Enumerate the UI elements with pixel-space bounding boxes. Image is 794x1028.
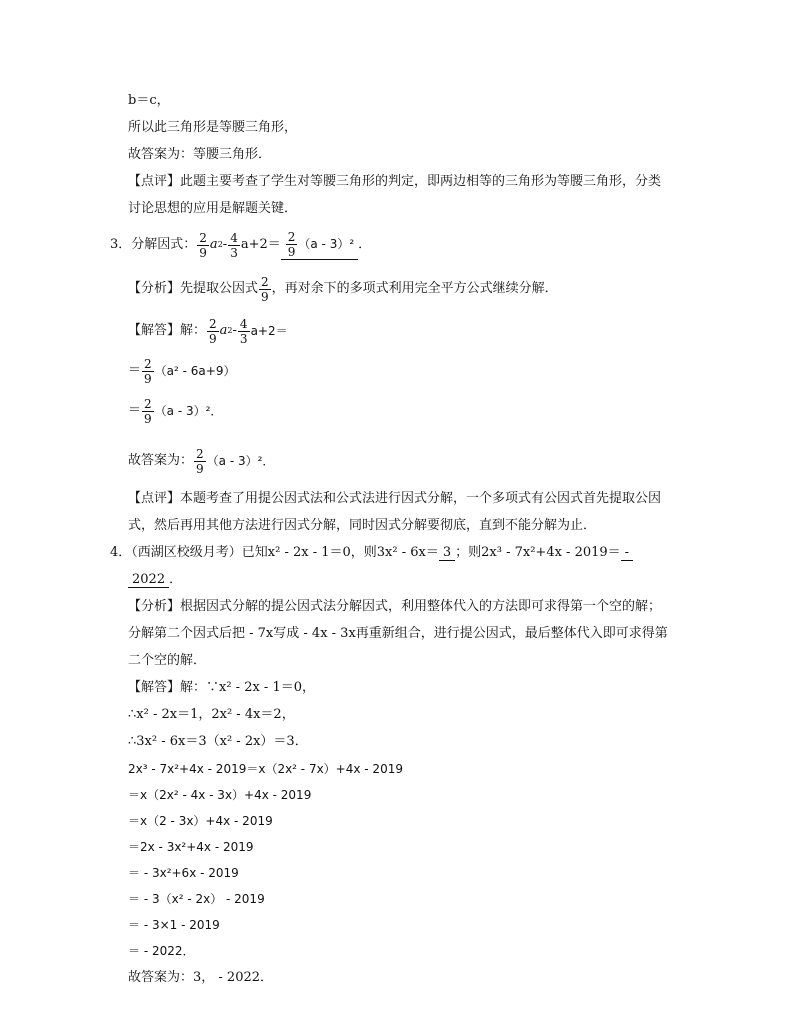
numerator: 4 xyxy=(239,316,248,331)
fraction-4-3 xyxy=(238,317,250,346)
text-span: ＝ - 3×1 - 2019 xyxy=(128,918,220,932)
text-span: ，再对余下的多项式利用完全平方公式继续分解． xyxy=(271,281,558,296)
text-span: ∴3x² - 6x＝3（x² - 2x）＝3． xyxy=(128,734,308,749)
text-span: 所以此三角形是等腰三角形， xyxy=(128,120,298,135)
text-span: ＝ - 3x²+6x - 2019 xyxy=(128,866,239,880)
solution-step xyxy=(128,812,273,830)
answer-blank: 3 xyxy=(439,545,455,561)
text-span: 故答案为： xyxy=(128,453,194,468)
text-span: ；则2x³ - 7x²+4x - 2019＝ xyxy=(455,545,621,560)
comment-line xyxy=(128,200,297,218)
solution-step xyxy=(128,942,195,960)
numerator: 2 xyxy=(144,356,152,371)
solution-step xyxy=(128,679,315,697)
text-span: 讨论思想的应用是解题关键． xyxy=(128,201,298,216)
fraction-4-3 xyxy=(228,231,240,260)
text-span: 4．（西湖区校级月考）已知x² - 2x - 1＝0，则3x² - 6x＝ xyxy=(110,545,439,560)
text-span: 故答案为：3， - 2022． xyxy=(128,970,274,985)
answer-blank: - xyxy=(621,545,633,561)
numerator: 2 xyxy=(287,230,296,244)
analysis-line xyxy=(128,652,206,670)
fraction-2-9 xyxy=(142,357,154,386)
fraction-2-9 xyxy=(197,231,209,260)
numerator: 2 xyxy=(261,274,269,289)
numerator: 4 xyxy=(230,230,238,245)
text-line xyxy=(128,119,297,137)
solution-step xyxy=(128,916,220,934)
text-span: 【点评】本题考查了用提公因式法和公式法进行因式分解，一个多项式有公因式首先提取公因 xyxy=(128,491,662,506)
denominator: 3 xyxy=(230,245,238,260)
solution-step xyxy=(128,838,254,856)
text-span: 分解第二个因式后把 - 7x写成 - 4x - 3x再重新组合，进行提公因式，最后整体代入即可求得第 xyxy=(128,626,668,641)
text-span: 【解答】解：∵x² - 2x - 1＝0， xyxy=(128,680,316,695)
fraction-2-9 xyxy=(286,230,298,259)
text-span: b＝c， xyxy=(128,93,170,108)
denominator: 9 xyxy=(209,331,217,346)
text-span: ∴x² - 2x＝1，2x² - 4x＝2， xyxy=(128,707,295,722)
text-span: ． xyxy=(169,572,183,587)
answer-line xyxy=(128,446,274,476)
text-span: 故答案为：等腰三角形． xyxy=(128,147,272,162)
text-span: ＝2x - 3x²+4x - 2019 xyxy=(128,840,254,854)
var-a: a xyxy=(209,237,218,252)
fraction-2-9 xyxy=(259,275,271,304)
answer-blank: 2022 xyxy=(128,572,169,588)
numerator: 2 xyxy=(209,316,217,331)
text-span: a+2＝ xyxy=(250,324,288,338)
problem-4-continuation xyxy=(128,571,182,589)
text-line xyxy=(128,92,170,110)
numerator: 2 xyxy=(196,446,204,461)
text-span: 【点评】此题主要考查了学生对等腰三角形的判定，即两边相等的三角形为等腰三角形，分类 xyxy=(128,174,662,189)
text-span: 二个空的解． xyxy=(128,653,207,668)
problem-number: 3．分解因式： xyxy=(110,237,197,252)
var-a: a xyxy=(219,323,228,338)
text-span: 式，然后再用其他方法进行因式分解，同时因式分解要彻底，直到不能分解为止． xyxy=(128,518,597,533)
text-line xyxy=(128,146,271,164)
comment-line xyxy=(128,490,661,508)
fraction-2-9 xyxy=(207,317,219,346)
text-span: ＝ xyxy=(128,403,142,418)
solution-step xyxy=(128,396,222,426)
text-span: a+2＝ xyxy=(240,237,281,252)
solution-line: 【解答】解： $\frac{2}{9}$ a 2 - $\frac{4}{3}$ a+2＝ xyxy=(128,316,288,346)
problem-3-statement: 3．分解因式： $\frac{2}{9}$ a 2 - $\frac{4}{3}$ a+2＝ $\frac{2}{9}$ （a - 3）² ． xyxy=(110,230,372,260)
denominator: 9 xyxy=(199,245,207,260)
text-span: ＝ - 3（x² - 2x） - 2019 xyxy=(128,892,265,906)
text-span: ＝x（2 - 3x）+4x - 2019 xyxy=(128,814,273,828)
text-span: - xyxy=(232,323,237,338)
denominator: 9 xyxy=(287,245,296,259)
solution-step xyxy=(128,786,311,804)
analysis-line xyxy=(128,625,668,643)
denominator: 9 xyxy=(144,411,152,426)
fraction-2-9 xyxy=(194,447,206,476)
numerator: 2 xyxy=(199,230,207,245)
text-span: （a - 3）²． xyxy=(206,454,275,468)
fraction-2-9 xyxy=(142,397,154,426)
solution-step xyxy=(128,356,235,386)
text-span: 【分析】先提取公因式 xyxy=(128,281,259,296)
solution-step xyxy=(128,760,403,778)
denominator: 9 xyxy=(261,289,269,304)
analysis-line xyxy=(128,274,558,304)
comment-line xyxy=(128,517,596,535)
solution-step xyxy=(128,706,295,724)
analysis-line xyxy=(128,598,661,616)
answer-line xyxy=(128,969,273,987)
numerator: 2 xyxy=(144,396,152,411)
text-span: ． xyxy=(358,237,372,252)
text-span: ＝ - 2022． xyxy=(128,944,195,958)
answer-blank xyxy=(281,230,358,260)
text-span: 【解答】解： xyxy=(128,323,207,338)
text-span: ＝x（2x² - 4x - 3x）+4x - 2019 xyxy=(128,788,312,802)
denominator: 9 xyxy=(196,461,204,476)
solution-step xyxy=(128,890,265,908)
text-span: （a - 3）²． xyxy=(154,404,223,418)
text-span: （a² - 6a+9） xyxy=(154,364,236,378)
solution-step xyxy=(128,864,239,882)
problem-4-statement xyxy=(110,544,633,562)
answer-text: （a - 3）² xyxy=(298,237,355,251)
comment-line xyxy=(128,173,661,191)
text-span: ＝ xyxy=(128,363,142,378)
text-span: 【分析】根据因式分解的提公因式法分解因式，利用整体代入的方法即可求得第一个空的解； xyxy=(128,599,662,614)
denominator: 3 xyxy=(239,331,248,346)
denominator: 9 xyxy=(144,371,152,386)
text-span: - xyxy=(222,237,228,252)
text-span: 2x³ - 7x²+4x - 2019＝x（2x² - 7x）+4x - 2019 xyxy=(128,762,403,776)
solution-step xyxy=(128,733,308,751)
